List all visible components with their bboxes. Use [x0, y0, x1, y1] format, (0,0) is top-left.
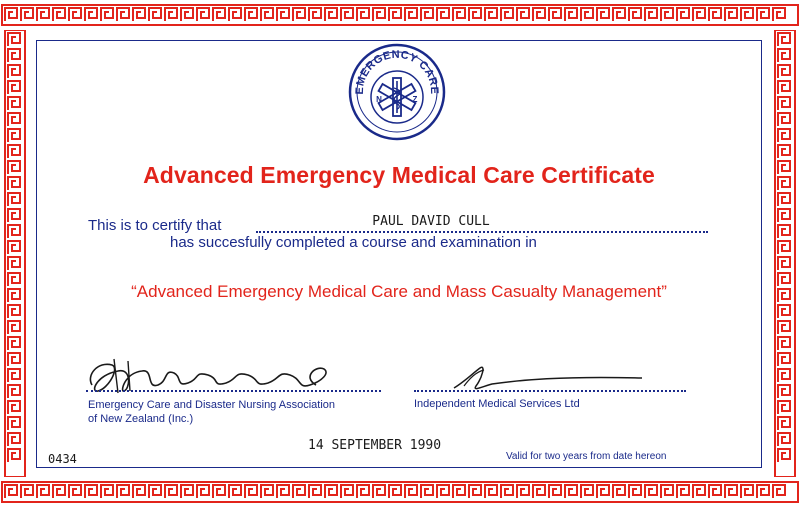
emergency-care-emblem — [347, 42, 447, 142]
fret-unit — [261, 485, 273, 498]
fret-unit — [778, 337, 790, 350]
fret-unit — [8, 145, 20, 158]
fret-unit — [778, 65, 790, 78]
fret-unit — [373, 8, 385, 21]
signature-line-left — [86, 390, 381, 392]
fret-unit — [613, 485, 625, 498]
fret-unit — [757, 485, 769, 498]
fret-unit — [213, 8, 225, 21]
serial-number: 0434 — [48, 452, 77, 466]
emblem-left-letter: N — [376, 95, 382, 104]
fret-unit — [725, 485, 737, 498]
fret-unit — [37, 485, 49, 498]
signatory-left-org-line1: Emergency Care and Disaster Nursing Association — [88, 399, 336, 411]
fret-unit — [8, 353, 20, 366]
fret-unit — [8, 401, 20, 414]
emblem-ring-text-path: EMERGENCY CARE — [353, 48, 441, 95]
fret-unit — [581, 485, 593, 498]
fret-unit — [581, 8, 593, 21]
fret-unit — [778, 401, 790, 414]
fret-unit — [229, 485, 241, 498]
fret-unit — [533, 485, 545, 498]
fret-unit — [405, 8, 417, 21]
fret-unit — [778, 449, 790, 462]
fret-unit — [661, 8, 673, 21]
fret-unit — [485, 8, 497, 21]
fret-unit — [421, 485, 433, 498]
fret-unit — [133, 8, 145, 21]
border-left — [0, 30, 30, 477]
fret-unit — [229, 8, 241, 21]
fret-unit — [149, 485, 161, 498]
fret-unit — [778, 433, 790, 446]
fret-unit — [277, 485, 289, 498]
fret-unit — [645, 485, 657, 498]
fret-unit — [501, 485, 513, 498]
fret-unit — [778, 129, 790, 142]
fret-unit — [8, 193, 20, 206]
fret-unit — [69, 8, 81, 21]
fret-unit — [501, 8, 513, 21]
fret-unit — [725, 8, 737, 21]
fret-unit — [8, 305, 20, 318]
fret-unit — [101, 8, 113, 21]
fret-unit — [325, 8, 337, 21]
border-right — [770, 30, 800, 477]
fret-unit — [778, 193, 790, 206]
fret-unit — [778, 97, 790, 110]
fret-pattern-top — [0, 0, 800, 30]
fret-unit — [53, 485, 65, 498]
fret-unit — [709, 485, 721, 498]
fret-unit — [181, 8, 193, 21]
fret-unit — [213, 485, 225, 498]
fret-unit — [469, 485, 481, 498]
fret-unit — [778, 353, 790, 366]
fret-unit — [8, 225, 20, 238]
fret-unit — [437, 8, 449, 21]
fret-unit — [8, 129, 20, 142]
fret-unit — [778, 161, 790, 174]
fret-unit — [8, 33, 20, 46]
fret-unit — [245, 8, 257, 21]
fret-unit — [341, 485, 353, 498]
fret-unit — [8, 113, 20, 126]
fret-unit — [693, 8, 705, 21]
fret-unit — [778, 369, 790, 382]
fret-pattern-right — [770, 30, 800, 477]
signatory-left-org — [88, 398, 388, 426]
fret-unit — [517, 485, 529, 498]
fret-unit — [261, 8, 273, 21]
fret-unit — [8, 273, 20, 286]
fret-unit — [629, 8, 641, 21]
fret-unit — [277, 8, 289, 21]
fret-unit — [101, 485, 113, 498]
fret-pattern-left — [0, 30, 30, 477]
fret-unit — [357, 485, 369, 498]
fret-unit — [757, 8, 769, 21]
fret-unit — [773, 8, 785, 21]
fret-unit — [485, 485, 497, 498]
fret-unit — [293, 8, 305, 21]
fret-unit — [629, 485, 641, 498]
fret-unit — [549, 485, 561, 498]
fret-unit — [778, 113, 790, 126]
fret-unit — [421, 8, 433, 21]
fret-unit — [389, 485, 401, 498]
fret-unit — [8, 81, 20, 94]
fret-unit — [778, 273, 790, 286]
signatory-left-org-line2: of New Zealand (Inc.) — [88, 413, 194, 425]
fret-unit — [8, 337, 20, 350]
fret-unit — [778, 305, 790, 318]
emblem-right-letter: Z — [412, 95, 418, 104]
fret-unit — [8, 321, 20, 334]
fret-unit — [8, 289, 20, 302]
fret-unit — [8, 209, 20, 222]
fret-unit — [8, 385, 20, 398]
fret-unit — [773, 485, 785, 498]
fret-unit — [8, 257, 20, 270]
fret-unit — [741, 8, 753, 21]
fret-unit — [133, 485, 145, 498]
signatory-right-org: Independent Medical Services Ltd — [414, 398, 580, 410]
fret-unit — [778, 177, 790, 190]
fret-unit — [778, 225, 790, 238]
fret-unit — [5, 8, 17, 21]
fret-unit — [565, 8, 577, 21]
fret-unit — [778, 321, 790, 334]
fret-unit — [325, 485, 337, 498]
fret-unit — [53, 8, 65, 21]
fret-unit — [165, 485, 177, 498]
fret-unit — [309, 8, 321, 21]
certificate-date: 14 SEPTEMBER 1990 — [308, 438, 442, 453]
fret-unit — [8, 177, 20, 190]
fret-unit — [8, 433, 20, 446]
fret-unit — [245, 485, 257, 498]
fret-unit — [597, 485, 609, 498]
fret-unit — [741, 485, 753, 498]
completion-statement: has succesfully completed a course and examination in — [170, 234, 537, 251]
fret-unit — [677, 8, 689, 21]
fret-unit — [645, 8, 657, 21]
fret-unit — [533, 8, 545, 21]
fret-unit — [8, 369, 20, 382]
fret-unit — [453, 485, 465, 498]
fret-unit — [613, 8, 625, 21]
fret-unit — [8, 65, 20, 78]
fret-unit — [341, 8, 353, 21]
fret-unit — [357, 8, 369, 21]
fret-unit — [85, 8, 97, 21]
fret-unit — [778, 145, 790, 158]
fret-unit — [405, 485, 417, 498]
fret-unit — [117, 485, 129, 498]
fret-unit — [778, 81, 790, 94]
fret-unit — [197, 8, 209, 21]
fret-unit — [117, 8, 129, 21]
fret-unit — [778, 49, 790, 62]
course-name: “Advanced Emergency Medical Care and Mass Casualty Management” — [131, 282, 667, 301]
fret-unit — [778, 417, 790, 430]
recipient-name: PAUL DAVID CULL — [372, 214, 490, 229]
fret-unit — [8, 417, 20, 430]
fret-unit — [778, 385, 790, 398]
fret-unit — [293, 485, 305, 498]
fret-unit — [165, 8, 177, 21]
validity-note: Valid for two years from date hereon — [506, 451, 667, 462]
fret-unit — [37, 8, 49, 21]
certificate-title: Advanced Emergency Medical Care Certificate — [143, 162, 655, 188]
fret-unit — [309, 485, 321, 498]
fret-unit — [693, 485, 705, 498]
fret-unit — [661, 485, 673, 498]
fret-unit — [437, 485, 449, 498]
fret-unit — [778, 33, 790, 46]
border-bottom — [0, 477, 800, 507]
certify-prefix: This is to certify that — [88, 217, 222, 234]
fret-unit — [453, 8, 465, 21]
fret-unit — [21, 485, 33, 498]
fret-unit — [85, 485, 97, 498]
fret-unit — [8, 241, 20, 254]
fret-unit — [8, 161, 20, 174]
fret-unit — [181, 485, 193, 498]
fret-unit — [778, 257, 790, 270]
fret-unit — [597, 8, 609, 21]
fret-unit — [778, 209, 790, 222]
fret-unit — [8, 49, 20, 62]
fret-unit — [8, 97, 20, 110]
border-top — [0, 0, 800, 30]
fret-unit — [8, 449, 20, 462]
signature-line-right — [414, 390, 686, 392]
fret-unit — [149, 8, 161, 21]
fret-unit — [197, 485, 209, 498]
fret-unit — [778, 241, 790, 254]
fret-unit — [69, 485, 81, 498]
fret-unit — [373, 485, 385, 498]
fret-unit — [5, 485, 17, 498]
fret-unit — [709, 8, 721, 21]
fret-pattern-bottom — [0, 477, 800, 507]
fret-unit — [549, 8, 561, 21]
fret-unit — [778, 289, 790, 302]
fret-unit — [565, 485, 577, 498]
fret-unit — [677, 485, 689, 498]
fret-unit — [517, 8, 529, 21]
fret-unit — [389, 8, 401, 21]
fret-unit — [21, 8, 33, 21]
fret-unit — [469, 8, 481, 21]
